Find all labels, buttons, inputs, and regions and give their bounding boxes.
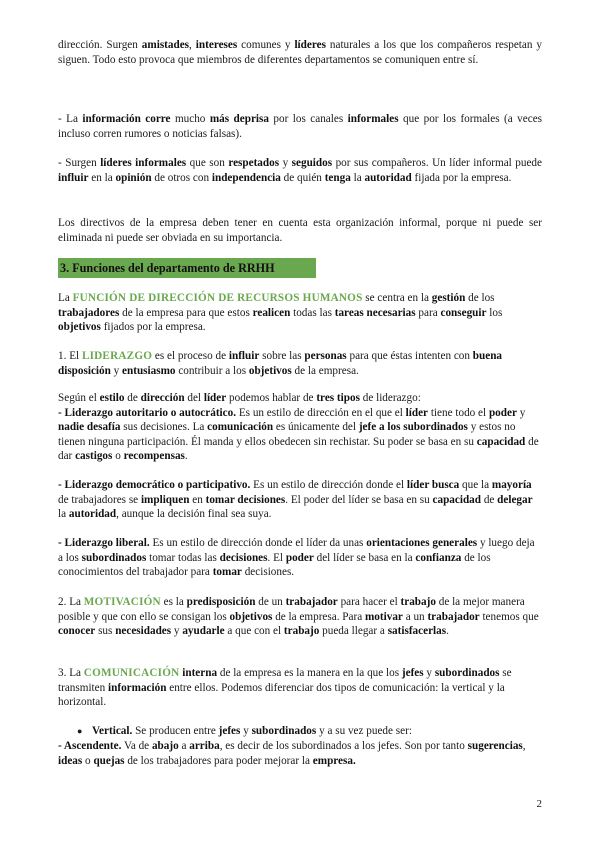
bold-term: autoridad [364,171,412,184]
text-run: que la [459,479,492,491]
text-run: o [112,450,124,463]
text-run: , aunque la decisión final sea suya. [116,508,272,521]
paragraph-text [58,38,542,67]
text-run: sobre las [259,350,305,362]
text-run: de liderazgo: [359,392,421,404]
bold-term: subordinados [434,667,500,679]
text-run: a [178,740,190,752]
text-run: 3. La [58,667,84,679]
bold-term: informales [347,113,399,125]
bold-term: - Ascendente. [58,740,122,752]
section-heading: 3. Funciones del departamento de RRHH [58,258,316,278]
paragraph-ascending [58,739,542,768]
bold-term: capacidad [476,435,526,448]
text-run: comunes y [237,39,295,51]
text-run: por sus compañeros. Un líder informal puede [332,157,542,169]
paragraph-text [58,391,542,464]
bold-term: recompensas [123,450,185,463]
highlight-term: MOTIVACIÓN [83,596,161,608]
bold-term: líder [405,406,429,419]
bold-term: - Liderazgo democrático o participativo. [58,479,251,491]
text-run: a un [402,610,428,623]
text-run: es la [160,596,187,608]
bold-term: respetados [228,157,280,169]
bold-term: poder [285,551,314,564]
text-run: es únicamente del [273,421,359,434]
list-item-vertical [58,724,600,739]
bold-term: trabajador [285,596,338,608]
text-run: - Surgen [58,157,101,169]
bold-term: conseguir [440,306,487,319]
highlight-term: FUNCIÓN DE DIRECCIÓN DE RECURSOS HUMANOS [72,292,363,304]
text-run: . [184,450,188,463]
bold-term: predisposición [186,596,256,608]
text-run: o [82,754,94,767]
bold-term: opinión [115,171,152,184]
highlight-term: LIDERAZGO [81,350,153,362]
bold-term: influir [58,171,89,184]
bold-term: objetivos [58,321,101,334]
bold-term: jefes [401,667,424,679]
text-run: para que éstas intenten con [346,350,473,362]
text-run: Es un estilo de dirección donde el líder da unas [149,537,367,549]
bold-term: jefe a los subordinados [358,421,468,434]
paragraph-text [92,724,600,739]
paragraph-text [58,156,542,185]
text-run: se centra en la [362,292,432,304]
text-run: de un [255,596,286,608]
text-run: de los [465,292,495,304]
text-run: y [171,625,183,638]
bold-term: arriba [189,740,220,752]
text-run: entre ellos. Podemos diferenciar dos tipos de comunicación: la vertical y la horizontal. [58,681,505,709]
text-run: todas las [290,306,335,319]
bold-term: poder [488,406,517,419]
text-run: fijados por la empresa. [100,321,206,334]
text-run: Es un estilo de dirección en el que el [236,406,406,419]
paragraph-text [58,216,542,245]
text-run: y estos no tienen ninguna participación. Él manda y ellos obedecen sin rechistar. Su poder se basa en su [58,421,516,448]
text-run: y a su vez puede ser: [316,725,412,737]
bold-term: tomar [212,566,242,579]
bold-term: autoridad [68,508,117,521]
bold-term: tres tipos [316,392,360,404]
text-run: de trabajadores se [58,493,141,506]
bold-term: decisiones [219,551,268,564]
text-run: de otros con [151,171,212,184]
bold-term: sugerencias [467,740,523,752]
text-run: de la empresa. [291,364,359,377]
bold-term: delegar [497,493,533,506]
text-run: la [350,171,365,184]
bold-term: ayudarle [182,625,225,638]
bold-term: quejas [93,754,125,767]
text-run: del [184,392,204,404]
text-run: en la [88,171,116,184]
bold-term: interna [182,667,218,679]
bold-term: satisfacerlas [387,625,447,638]
text-run: Es un estilo de dirección donde el [250,479,407,491]
paragraph-informal-org-1 [58,38,542,67]
page-number: 2 [536,798,542,810]
text-run: y [240,725,252,737]
text-run: . El [267,551,286,564]
text-run: y [423,667,435,679]
text-run: Se producen entre [132,725,219,737]
text-run: de la empresa para que estos [119,306,253,319]
bold-term: dirección [140,392,185,404]
paragraph-democratic [58,478,542,522]
paragraph-liberal [58,536,542,580]
bold-term: independencia [211,171,281,184]
bold-term: capacidad [432,493,482,506]
bold-term: Vertical. [92,725,133,737]
bold-term: líder [203,392,227,404]
bold-term: mayoría [491,479,532,491]
text-run: , es decir de los subordinados a los jefes. Son por tanto [219,740,468,752]
text-run: mucho [170,113,210,125]
bold-term: información [108,681,167,694]
bold-term: confianza [415,551,462,564]
text-run: pueda llegar a [319,625,388,638]
text-run: podemos hablar de [226,392,317,404]
bold-term: ideas [58,754,83,767]
text-run: es el proceso de [152,350,229,362]
bold-term: motivar [364,610,403,623]
bullet-icon: ● [77,726,83,736]
bold-term: objetivos [229,610,273,623]
paragraph-directives [58,216,542,245]
bold-term: tareas necesarias [334,306,416,319]
text-run: Según el [58,392,100,404]
bold-term: conocer [58,625,96,638]
paragraph-informal-leaders [58,156,542,185]
text-run: tomar todas las [146,551,220,564]
text-run: del líder se basa en la [313,551,416,564]
text-run: . El poder del líder se basa en su [285,493,433,506]
bold-term: personas [304,350,347,362]
bold-term: trabajo [400,596,436,608]
text-run: de dar [58,435,539,463]
bold-term: orientaciones generales [366,537,478,549]
text-run: que por los formales (a veces incluso corren rumores o noticias falsas). [58,113,543,140]
bold-term: castigos [75,450,113,463]
text-run: y luego deja a los [58,537,535,564]
bold-term: más deprisa [209,113,269,125]
text-run: La [58,292,73,304]
bold-term: nadie desafía [58,421,121,434]
text-run: de los conocimientos del trabajador para [58,551,491,579]
text-run: de quién [280,171,325,184]
bold-term: líder busca [406,479,460,491]
text-run: contribuir a los [175,364,249,377]
bold-term: intereses [195,39,238,51]
bold-term: subordinados [251,725,317,737]
text-run: de la mejor manera posible y que con ello se consigan los [58,596,525,623]
bold-term: realicen [252,306,291,319]
bold-term: influir [228,350,260,362]
text-run: 2. La [58,596,84,608]
text-run: , [522,740,526,752]
bold-term: - Liderazgo liberal. [58,537,150,549]
text-run: de [124,392,141,404]
highlight-term: COMUNICACIÓN [83,667,180,679]
bold-term: tomar decisiones [205,493,286,506]
text-run: a que con el [224,625,284,638]
paragraph-text [58,536,542,580]
text-run: sus [95,625,116,638]
bold-term: abajo [151,740,179,752]
paragraph-motivation [58,595,542,639]
paragraph-informal-org-2 [58,112,542,141]
bold-term: entusiasmo [122,364,176,377]
paragraph-text [58,595,542,639]
bold-term: tenga [324,171,351,184]
bold-term: información corre [82,113,171,125]
text-run: decisiones. [241,566,295,579]
bold-term: subordinados [81,551,147,564]
text-run: Los directivos de la empresa deben tener en cuenta esta organización informal, porque ni puede ser eliminada ni puede ser obviada en su importancia. [58,217,542,244]
paragraph-leadership-styles [58,391,542,464]
text-run: 1. El [58,350,82,362]
text-run: que son [186,157,229,169]
paragraph-text [58,112,542,141]
text-run: de [481,493,498,506]
text-run: y [110,364,123,377]
text-run: por los canales [268,113,348,125]
text-run: de los trabajadores para poder mejorar la [124,754,313,767]
bold-term: necesidades [115,625,172,638]
paragraph-text [58,666,542,710]
text-run: sus decisiones. La [120,421,208,434]
bold-term: objetivos [248,364,292,377]
bold-term: trabajadores [58,306,120,319]
text-run: de la empresa es la manera en la que los [217,667,402,679]
text-run: tenemos que [479,610,539,623]
bold-term: impliquen [140,493,190,506]
bold-term: seguidos [291,157,333,169]
text-run: para hacer el [337,596,401,608]
paragraph-text [58,349,542,378]
bold-term: estilo [99,392,125,404]
bold-term: líderes informales [100,157,187,169]
text-run: los [486,306,503,319]
bold-term: trabajo [283,625,320,638]
text-run: , [189,39,196,51]
bold-term: buena disposición [58,350,503,377]
text-run: para [415,306,441,319]
paragraph-hr-function [58,291,542,335]
bold-term: - Liderazgo autoritario o autocrático. [58,406,237,419]
text-run: y [516,406,526,419]
text-run: fijada por la empresa. [411,171,512,184]
text-run: y [279,157,292,169]
paragraph-leadership [58,349,542,378]
text-run: la [58,508,69,521]
text-run: en [189,493,206,506]
paragraph-communication [58,666,542,710]
text-run: de la empresa. Para [272,610,365,623]
paragraph-text [58,739,542,768]
paragraph-text [58,291,542,335]
bold-term: líderes [294,39,326,51]
text-run: . [446,625,449,638]
bold-term: jefes [218,725,241,737]
bold-term: amistades [141,39,190,51]
paragraph-text [58,478,542,522]
text-run: tiene todo el [428,406,489,419]
bold-term: trabajador [427,610,480,623]
bold-term: gestión [431,292,466,304]
text-run: dirección. Surgen [58,39,142,51]
text-run: se transmiten [58,667,512,694]
text-run: naturales a los que los compañeros respetan y siguen. Todo esto provoca que miembros de diferentes departamentos se comuniquen entre sí. [58,39,543,66]
text-run: Va de [121,740,152,752]
text-run: - La [58,113,83,125]
bold-term: comunicación [207,421,274,434]
bold-term: empresa. [312,754,356,767]
